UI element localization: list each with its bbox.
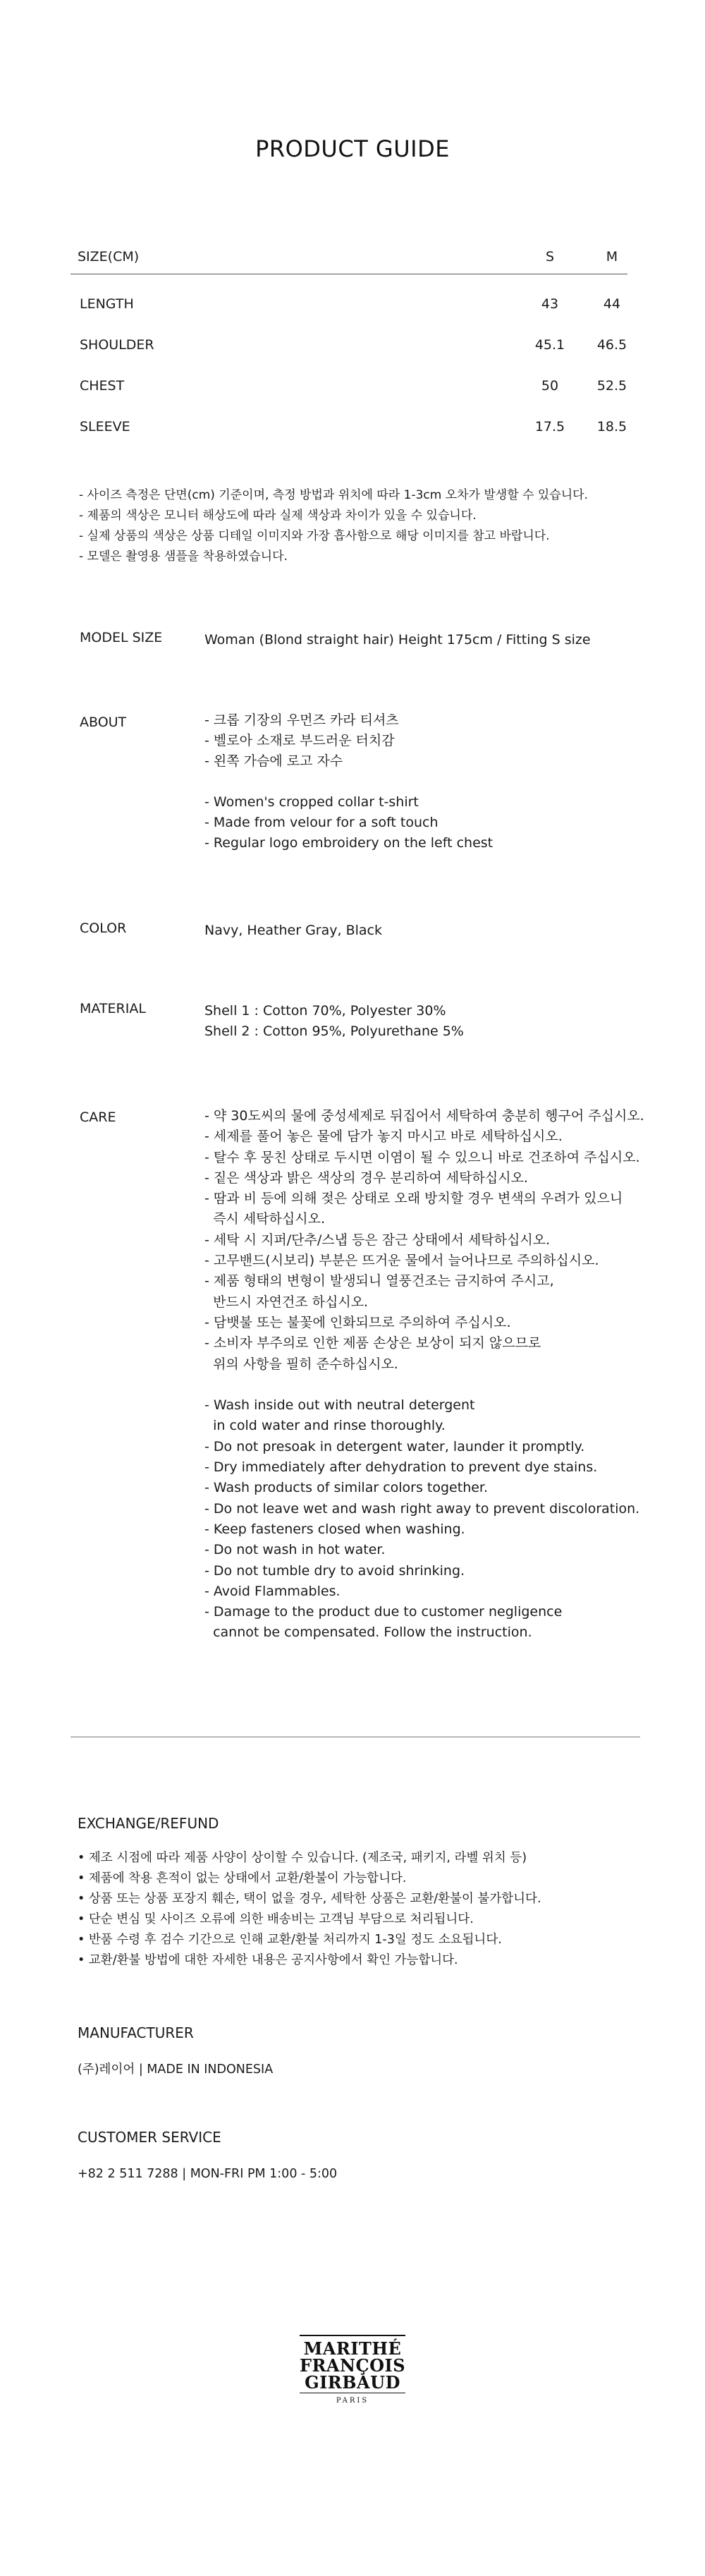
size-note: - 모델은 촬영용 샘플을 착용하였습니다. (79, 549, 288, 564)
table-cell: 52.5 (596, 378, 627, 394)
table-cell: 45.1 (534, 337, 565, 353)
table-cell: 43 (541, 296, 559, 312)
manufacturer-text: (주)레이어 | MADE IN INDONESIA (78, 2062, 274, 2077)
size-header-m: M (606, 249, 618, 265)
table-cell: 17.5 (534, 419, 565, 435)
manufacturer-heading: MANUFACTURER (78, 2024, 194, 2041)
table-row-label: SHOULDER (80, 337, 154, 353)
exchange-text: • 제조 시점에 따라 제품 사양이 상이할 수 있습니다. (제조국, 패키지, 라벨 위치 등) • 제품에 착용 흔적이 없는 상태에서 교환/환불이 가능합니다. • 상품 또는 상품 포장지 훼손, 택이 없을 경우, 세탁한 상품은 교환/환불이 불가합니다. • 단순 변심 및 사이즈 오류에 의한 배송비는 고객님 부담으로 처리됩니다. • 반품 수령 후 검수 기간으로 인해 교환/환불 처리까지 1-3일 정도 소요됩니다. • 교환/환불 방법에 대한 자세한 내용은 공지사항에서 확인 가능합니다. (78, 1851, 541, 1967)
size-table-header-label: SIZE(CM) (78, 249, 140, 265)
size-header-s: S (545, 249, 555, 265)
logo-rule-top (300, 2335, 405, 2336)
model-size-value: Woman (Blond straight hair) Height 175cm / Fitting S size (204, 632, 591, 648)
model-size-label: MODEL SIZE (80, 630, 163, 645)
table-row-label: SLEEVE (80, 419, 130, 435)
size-note: - 사이즈 측정은 단면(cm) 기준이며, 측정 방법과 위치에 따라 1-3cm 오차가 발생할 수 있습니다. (79, 488, 588, 502)
care-label: CARE (80, 1110, 116, 1125)
customer-service-text: +82 2 511 7288 | MON-FRI PM 1:00 - 5:00 (78, 2167, 338, 2181)
brand-logo (0, 2340, 705, 2405)
logo-line-3: GIRBAUD (305, 2372, 400, 2393)
table-row-label: LENGTH (80, 296, 134, 312)
table-cell: 18.5 (596, 419, 627, 435)
table-cell: 46.5 (596, 337, 627, 353)
color-label: COLOR (80, 921, 127, 936)
page-title: PRODUCT GUIDE (255, 135, 450, 162)
logo-tagline: PARIS (336, 2397, 369, 2405)
table-cell: 44 (603, 296, 621, 312)
table-cell: 50 (541, 378, 559, 394)
about-label: ABOUT (80, 715, 127, 730)
color-value: Navy, Heather Gray, Black (204, 923, 382, 938)
table-row-label: CHEST (80, 378, 125, 394)
material-label: MATERIAL (80, 1001, 146, 1016)
logo-line-2: FRANÇOIS (299, 2355, 406, 2376)
customer-service-heading: CUSTOMER SERVICE (78, 2129, 221, 2146)
size-note: - 제품의 색상은 모니터 해상도에 따라 실제 색상과 차이가 있을 수 있습니다. (79, 509, 477, 523)
material-value: Shell 1 : Cotton 70%, Polyester 30% Shell 2 : Cotton 95%, Polyurethane 5% (204, 1003, 464, 1039)
exchange-heading: EXCHANGE/REFUND (78, 1815, 219, 1832)
about-text: - 크롭 기장의 우먼즈 카라 티셔츠 - 벨로아 소재로 부드러운 터치감 - 왼쪽 가슴에 로고 자수 - Women's cropped collar t-shirt - Made from velour for a soft touch - Regular logo embroidery on the left chest (204, 712, 494, 851)
logo-line-1: MARITHÉ (303, 2338, 402, 2359)
care-text: - 약 30도씨의 물에 중성세제로 뒤집어서 세탁하여 충분히 헹구어 주십시오. - 세제를 풀어 놓은 물에 담가 놓지 마시고 바로 세탁하십시오. - 탈수 후 뭉친 상태로 두시면 이염이 될 수 있으니 바로 건조하여 주십시오. - 짙은 색상과 밝은 색상의 경우 분리하여 세탁하십시오. - 땀과 비 등에 의해 젖은 상태로 오래 방치할 경우 변색의 우려가 있으니 즉시 세탁하십시오. - 세탁 시 지퍼/단추/스냅 등은 잠근 상태에서 세탁하십시오. - 고무밴드(시보리) 부분은 뜨거운 물에서 늘어나므로 주의하십시오. - 제품 형태의 변형이 발생되니 열풍건조는 금지하여 주시고, 반드시 자연건조 하십시오. - 담뱃불 또는 불꽃에 인화되므로 주의하여 주십시오. - 소비자 부주의로 인한 제품 손상은 보상이 되지 않으므로 위의 사항을 필히 준수하십시오. - Wash inside out with neutral detergent in cold water and rinse thoroughly. - Do not presoak in detergent water, launder it promptly. - Dry immediately after dehydration to prevent dye stains. - Wash products of similar colors together. - Do not leave wet and wash right away to prevent discoloration. - Keep fasteners closed when washing. - Do not wash in hot water. - Do not tumble dry to avoid shrinking. - Avoid Flammables. - Damage to the product due to customer negligence cannot be compensated. Follow the instruction. (204, 1108, 644, 1641)
size-note: - 실제 상품의 색상은 상품 디테일 이미지와 가장 흡사함으로 해당 이미지를 참고 바랍니다. (79, 529, 550, 543)
